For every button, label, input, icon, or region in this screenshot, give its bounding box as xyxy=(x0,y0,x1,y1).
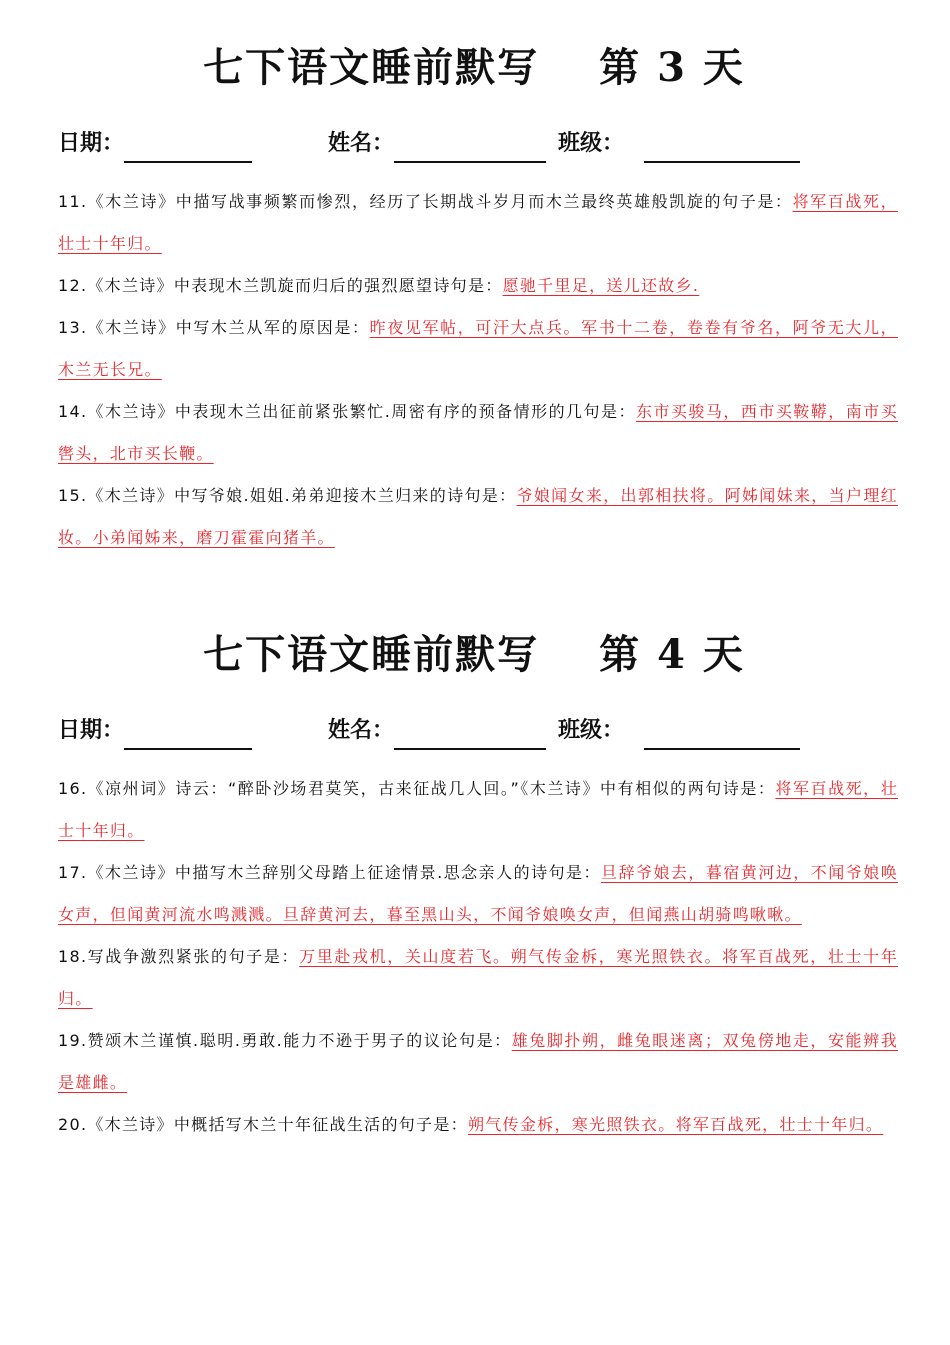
question-item: 19.赞颂木兰谨慎.聪明.勇敢.能力不逊于男子的议论句是：雄兔脚扑朔，雌兔眼迷离；双兔傍地走，安能辨我是雄雌。 xyxy=(58,1031,898,1092)
page-title xyxy=(50,625,898,685)
name-blank[interactable] xyxy=(394,720,546,750)
date-label: 日期： xyxy=(58,130,125,156)
question-item: 11.《木兰诗》中描写战事频繁而惨烈，经历了长期战斗岁月而木兰最终英雄般凯旋的句子是：将军百战死，壮士十年归。 xyxy=(58,192,898,253)
question-item: 14.《木兰诗》中表现木兰出征前紧张繁忙.周密有序的预备情形的几句是：东市买骏马，西市买鞍鞯，南市买辔头，北市买长鞭。 xyxy=(58,402,898,463)
answer-text: 爷娘闻女来，出郭相扶将。阿姊闻妹来，当户理红妆。小弟闻姊来，磨刀霍霍向猪羊。 xyxy=(58,486,898,547)
title-day: 第 3 天 xyxy=(599,44,745,91)
day-4-section xyxy=(58,625,898,1146)
answer-text: 朔气传金柝，寒光照铁衣。将军百战死，壮士十年归。 xyxy=(467,1115,884,1134)
title-main: 七下语文睡前默写 xyxy=(203,44,540,91)
class-label: 班级： xyxy=(558,717,625,743)
info-row xyxy=(58,123,898,163)
question-text: 《木兰诗》中写爷娘.姐姐.弟弟迎接木兰归来的诗句是： xyxy=(87,486,517,505)
question-text: 《木兰诗》中描写木兰辞别父母踏上征途情景.思念亲人的诗句是： xyxy=(87,863,602,882)
date-blank[interactable] xyxy=(124,720,252,750)
class-blank[interactable] xyxy=(644,133,800,163)
answer-text: 将军百战死，壮士十年归。 xyxy=(58,779,898,840)
question-item: 13.《木兰诗》中写木兰从军的原因是：昨夜见军帖，可汗大点兵。军书十二卷，卷卷有爷名，阿爷无大儿，木兰无长兄。 xyxy=(58,318,898,379)
page-title xyxy=(50,38,898,98)
question-text: 《木兰诗》中概括写木兰十年征战生活的句子是： xyxy=(87,1115,468,1134)
answer-text: 昨夜见军帖，可汗大点兵。军书十二卷，卷卷有爷名，阿爷无大儿，木兰无长兄。 xyxy=(58,318,898,379)
class-blank[interactable] xyxy=(644,720,800,750)
question-text: 写战争激烈紧张的句子是： xyxy=(87,947,300,966)
question-item: 17.《木兰诗》中描写木兰辞别父母踏上征途情景.思念亲人的诗句是：旦辞爷娘去，暮宿黄河边，不闻爷娘唤女声，但闻黄河流水鸣溅溅。旦辞黄河去，暮至黑山头，不闻爷娘唤女声，但闻燕山胡骑鸣啾啾。 xyxy=(58,863,898,924)
class-label: 班级： xyxy=(558,130,625,156)
date-field xyxy=(58,710,252,750)
answer-text: 雄兔脚扑朔，雌兔眼迷离；双兔傍地走，安能辨我是雄雌。 xyxy=(58,1031,898,1092)
title-main: 七下语文睡前默写 xyxy=(203,631,540,678)
date-label: 日期： xyxy=(58,717,125,743)
answer-text: 旦辞爷娘去，暮宿黄河边，不闻爷娘唤女声，但闻黄河流水鸣溅溅。旦辞黄河去，暮至黑山头，不闻爷娘唤女声，但闻燕山胡骑鸣啾啾。 xyxy=(58,863,898,924)
answer-text: 东市买骏马，西市买鞍鞯，南市买辔头，北市买长鞭。 xyxy=(58,402,898,463)
question-text: 《木兰诗》中表现木兰出征前紧张繁忙.周密有序的预备情形的几句是： xyxy=(87,402,636,421)
name-field xyxy=(328,710,546,750)
answer-text: 愿驰千里足，送儿还故乡. xyxy=(502,276,700,295)
name-label: 姓名： xyxy=(328,717,395,743)
question-item: 12.《木兰诗》中表现木兰凯旋而归后的强烈愿望诗句是：愿驰千里足，送儿还故乡. xyxy=(58,276,700,295)
question-item: 18.写战争激烈紧张的句子是：万里赴戎机，关山度若飞。朔气传金柝，寒光照铁衣。将军百战死，壮士十年归。 xyxy=(58,947,898,1008)
class-field xyxy=(558,123,800,163)
name-field xyxy=(328,123,546,163)
answer-text: 将军百战死，壮士十年归。 xyxy=(58,192,898,253)
question-list xyxy=(58,768,898,1146)
question-text: 《木兰诗》中描写战事频繁而惨烈，经历了长期战斗岁月而木兰最终英雄般凯旋的句子是： xyxy=(87,192,793,211)
day-3-section xyxy=(58,38,898,559)
question-list xyxy=(58,181,898,559)
info-row xyxy=(58,710,898,750)
question-item: 15.《木兰诗》中写爷娘.姐姐.弟弟迎接木兰归来的诗句是：爷娘闻女来，出郭相扶将。阿姊闻妹来，当户理红妆。小弟闻姊来，磨刀霍霍向猪羊。 xyxy=(58,486,898,547)
title-day: 第 4 天 xyxy=(599,631,745,678)
answer-text: 万里赴戎机，关山度若飞。朔气传金柝，寒光照铁衣。将军百战死，壮士十年归。 xyxy=(58,947,898,1008)
name-blank[interactable] xyxy=(394,133,546,163)
question-text: 《凉州词》诗云：“醉卧沙场君莫笑，古来征战几人回。”《木兰诗》中有相似的两句诗是： xyxy=(87,779,776,798)
question-text: 《木兰诗》中表现木兰凯旋而归后的强烈愿望诗句是： xyxy=(87,276,503,295)
date-field xyxy=(58,123,252,163)
question-item: 20.《木兰诗》中概括写木兰十年征战生活的句子是：朔气传金柝，寒光照铁衣。将军百战死，壮士十年归。 xyxy=(58,1115,884,1134)
question-text: 赞颂木兰谨慎.聪明.勇敢.能力不逊于男子的议论句是： xyxy=(87,1031,512,1050)
class-field xyxy=(558,710,800,750)
name-label: 姓名： xyxy=(328,130,395,156)
question-text: 《木兰诗》中写木兰从军的原因是： xyxy=(87,318,370,337)
date-blank[interactable] xyxy=(124,133,252,163)
question-item: 16.《凉州词》诗云：“醉卧沙场君莫笑，古来征战几人回。”《木兰诗》中有相似的两句诗是：将军百战死，壮士十年归。 xyxy=(58,779,898,840)
